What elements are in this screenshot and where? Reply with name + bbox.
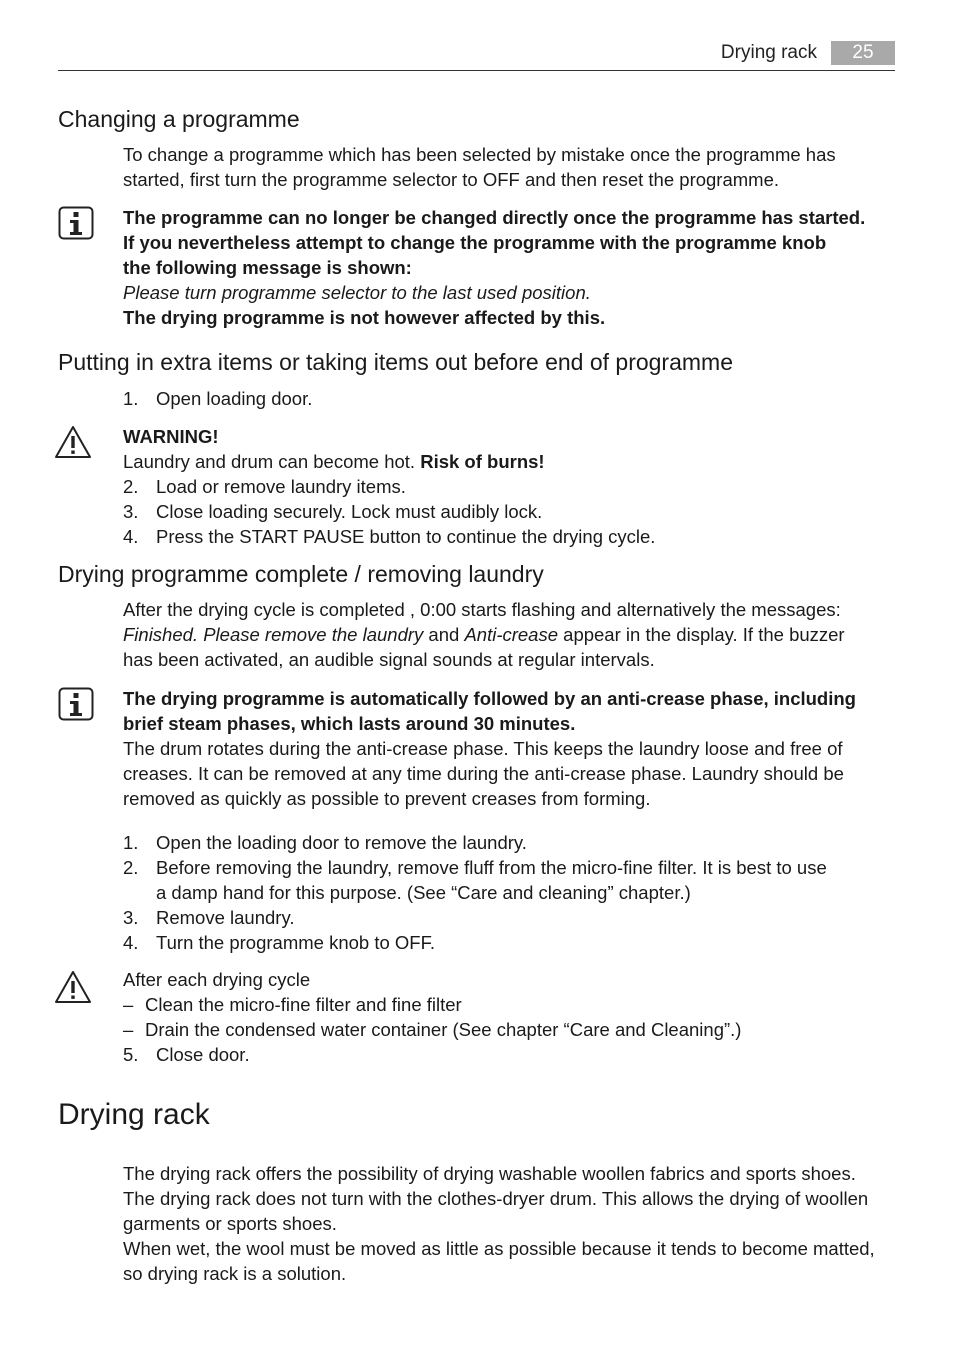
info-icon xyxy=(58,206,94,240)
list-text: Remove laundry. xyxy=(156,907,295,928)
list-item xyxy=(123,855,898,905)
extra-step-list-1 xyxy=(123,386,898,411)
list-item xyxy=(123,499,898,524)
text-line: When wet, the wool must be moved as little as possible because it tends to become matted, xyxy=(123,1238,875,1259)
list-text: Open the loading door to remove the laundry. xyxy=(156,832,527,853)
list-text: Close loading securely. Lock must audibly lock. xyxy=(156,501,543,522)
list-number: 5. xyxy=(123,1044,139,1065)
list-item xyxy=(123,930,898,955)
list-text: Clean the micro-fine filter and fine filter xyxy=(145,994,462,1015)
list-number: 1. xyxy=(123,832,139,853)
header-rule xyxy=(58,70,895,71)
list-text: Open loading door. xyxy=(156,388,313,409)
list-item xyxy=(123,992,898,1017)
note-bold-line: The drying programme is not however affected by this. xyxy=(123,307,606,328)
note-line: removed as quickly as possible to prevent creases from forming. xyxy=(123,788,651,809)
text-line: garments or sports shoes. xyxy=(123,1213,337,1234)
drying-rack-paragraph xyxy=(123,1161,908,1286)
complete-step-list xyxy=(123,830,898,955)
note-bold-line: brief steam phases, which lasts around 30 minutes. xyxy=(123,713,576,734)
note-line: The drum rotates during the anti-crease phase. This keeps the laundry loose and free of xyxy=(123,738,843,759)
extra-step-list-2 xyxy=(123,474,898,549)
heading-extra-items: Putting in extra items or taking items out before end of programme xyxy=(58,349,733,375)
note-bold-line: the following message is shown: xyxy=(123,257,412,278)
list-item xyxy=(123,386,898,411)
list-dash: – xyxy=(123,994,134,1015)
complete-note xyxy=(123,686,898,811)
list-dash: – xyxy=(123,1019,134,1040)
note-bold-line: If you nevertheless attempt to change the programme with the programme knob xyxy=(123,232,827,253)
complete-paragraph xyxy=(123,597,898,672)
list-item xyxy=(123,905,898,930)
list-item xyxy=(123,474,898,499)
list-item xyxy=(123,1042,898,1067)
text-line: has been activated, an audible signal sounds at regular intervals. xyxy=(123,649,655,670)
warning-title: WARNING! xyxy=(123,426,219,447)
running-header-title: Drying rack xyxy=(720,42,817,63)
after-cycle-title: After each drying cycle xyxy=(123,969,311,990)
heading-programme-complete: Drying programme complete / removing laundry xyxy=(58,561,544,587)
warning-emphasis: Risk of burns! xyxy=(420,451,545,472)
warning-block xyxy=(123,424,898,474)
list-item xyxy=(123,830,898,855)
note-bold-line: The drying programme is automatically followed by an anti-crease phase, including xyxy=(123,688,856,709)
text-line: The drying rack offers the possibility of drying washable woollen fabrics and sports shoes. xyxy=(123,1163,856,1184)
list-text: Drain the condensed water container (See chapter “Care and Cleaning”.) xyxy=(145,1019,742,1040)
after-cycle-list xyxy=(123,992,898,1067)
after-cycle-block xyxy=(123,967,898,992)
list-item xyxy=(123,1017,898,1042)
warning-icon xyxy=(54,424,92,460)
text-line: After the drying cycle is completed , 0:00 starts flashing and alternatively the messages: xyxy=(123,599,841,620)
list-number: 3. xyxy=(123,501,139,522)
warning-text-line xyxy=(123,449,898,474)
display-message: Please turn programme selector to the last used position. xyxy=(123,282,591,303)
list-text: Press the START PAUSE button to continue the drying cycle. xyxy=(156,526,656,547)
text-line: so drying rack is a solution. xyxy=(123,1263,347,1284)
display-message: Finished. Please remove the laundry xyxy=(123,624,424,645)
list-text: Load or remove laundry items. xyxy=(156,476,406,497)
list-number: 4. xyxy=(123,526,139,547)
note-bold-line: The programme can no longer be changed directly once the programme has started. xyxy=(123,207,866,228)
display-message: Anti-crease xyxy=(464,624,559,645)
list-text: Before removing the laundry, remove fluff from the micro-fine filter. It is best to use xyxy=(156,857,827,878)
list-text: a damp hand for this purpose. (See “Care and cleaning” chapter.) xyxy=(156,882,691,903)
list-number: 3. xyxy=(123,907,139,928)
list-number: 2. xyxy=(123,476,139,497)
page-number: 25 xyxy=(831,41,895,65)
list-text: Close door. xyxy=(156,1044,250,1065)
text-line: started, first turn the programme selector to OFF and then reset the programme. xyxy=(123,169,780,190)
warning-text: Laundry and drum can become hot. xyxy=(123,451,421,472)
changing-paragraph xyxy=(123,142,898,192)
list-item xyxy=(123,524,898,549)
info-icon xyxy=(58,687,94,721)
warning-icon xyxy=(54,969,92,1005)
heading-changing-programme: Changing a programme xyxy=(58,106,300,132)
list-number: 2. xyxy=(123,857,139,878)
changing-note xyxy=(123,205,898,330)
text-line xyxy=(123,622,898,647)
text-line: To change a programme which has been selected by mistake once the programme has xyxy=(123,144,836,165)
list-number: 1. xyxy=(123,388,139,409)
list-text: Turn the programme knob to OFF. xyxy=(156,932,435,953)
heading-drying-rack: Drying rack xyxy=(58,1098,210,1131)
text-fragment: appear in the display. If the buzzer xyxy=(558,624,845,645)
list-number: 4. xyxy=(123,932,139,953)
note-line: creases. It can be removed at any time during the anti-crease phase. Laundry should be xyxy=(123,763,844,784)
text-line: The drying rack does not turn with the clothes-dryer drum. This allows the drying of woollen xyxy=(123,1188,869,1209)
text-fragment: and xyxy=(423,624,465,645)
